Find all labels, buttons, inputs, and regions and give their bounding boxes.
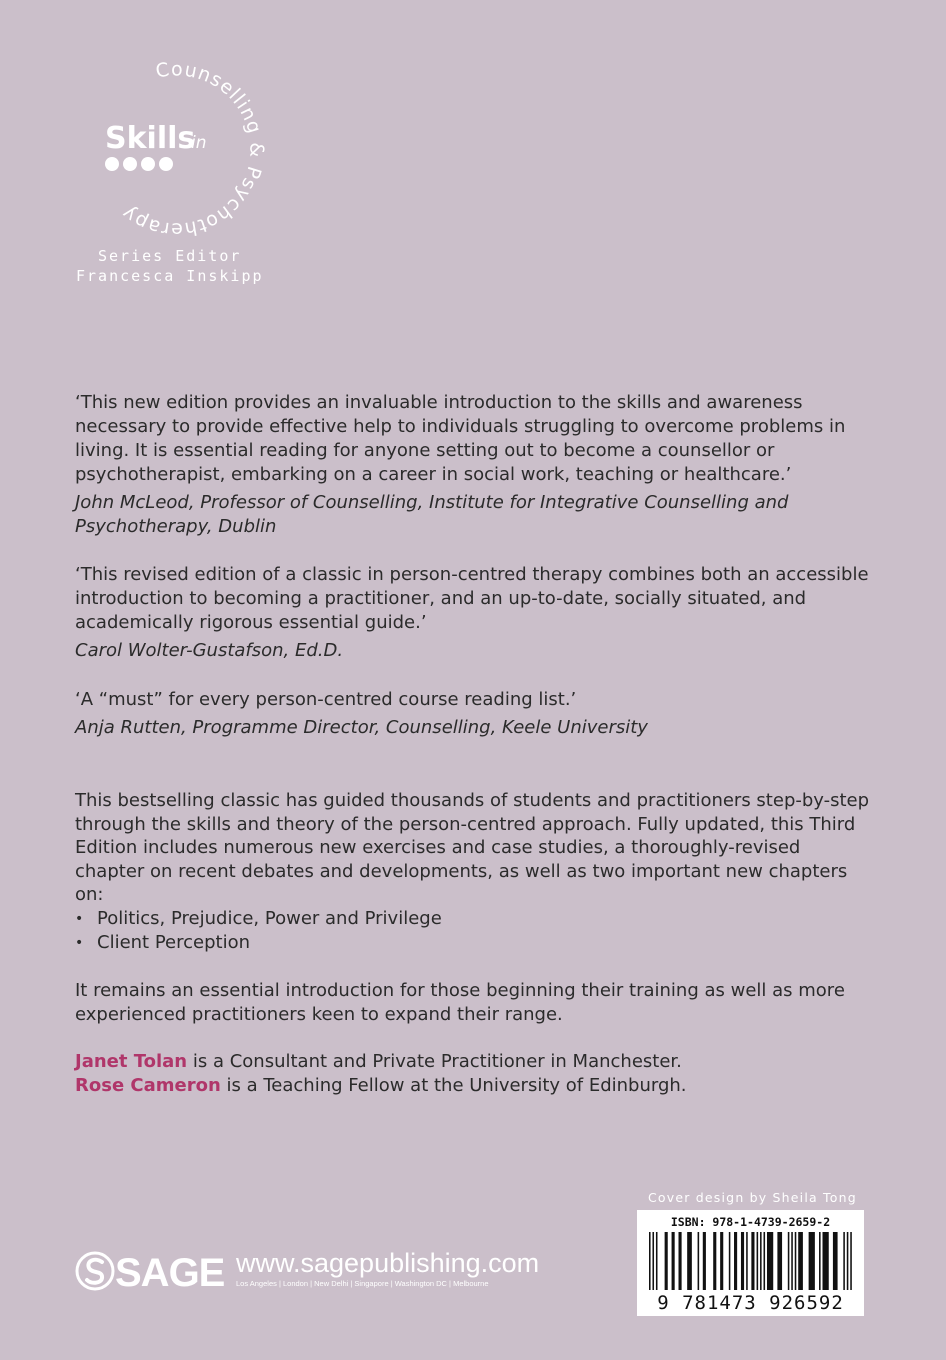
barcode-bar [819, 1232, 821, 1290]
barcode-bar [757, 1232, 759, 1290]
barcode-bar [751, 1232, 754, 1290]
barcode-bar [850, 1232, 852, 1290]
barcode-bar [767, 1232, 773, 1290]
series-editor [76, 246, 276, 286]
logo-dot [123, 157, 137, 171]
logo-dot [159, 157, 173, 171]
list-item: • Politics, Prejudice, Power and Privilege [75, 907, 675, 931]
series-logo [80, 50, 280, 250]
author-name: Rose Cameron [75, 1074, 221, 1096]
barcode-bar [698, 1232, 700, 1290]
author-bio [75, 1074, 875, 1098]
barcode-bar [687, 1232, 692, 1290]
barcode-bars [649, 1232, 852, 1290]
barcode-bar [652, 1232, 654, 1290]
quote-attribution: Carol Wolter-Gustafson, Ed.D. [75, 640, 344, 661]
isbn-digits: 9 781473 926592 [657, 1292, 844, 1314]
barcode-bar [777, 1232, 782, 1290]
logo-dot [141, 157, 155, 171]
in-word: in [191, 133, 207, 153]
series-editor-label: Series Editor [98, 247, 242, 265]
barcode-bar [823, 1232, 829, 1290]
barcode-bar [833, 1232, 838, 1290]
isbn-barcode [637, 1210, 864, 1316]
sage-wordmark: SAGE [115, 1251, 225, 1292]
barcode-bar [703, 1232, 706, 1290]
barcode-bar [713, 1232, 716, 1290]
barcode-bar [656, 1232, 658, 1290]
quote-text: ‘This new edition provides an invaluable introduction to the skills and awareness necessary to provide effective help to individuals struggling to overcome problems in living. It is essential reading for anyone setting out to become a counsellor or psychotherapist, embarking on a career in social work, teaching or healthcare.’ [75, 392, 846, 485]
series-editor-name: Francesca Inskipp [76, 267, 264, 285]
barcode-bar [843, 1232, 845, 1290]
quote-1 [75, 391, 875, 539]
logo-dot [105, 157, 119, 171]
barcode-bar [760, 1232, 762, 1290]
barcode-bar [729, 1232, 731, 1290]
quote-text: ‘A “must” for every person-centred course reading list.’ [75, 689, 577, 710]
description-closing [75, 979, 875, 1026]
sage-logo [75, 1250, 230, 1292]
publisher-url[interactable]: www.sagepublishing.com [236, 1248, 540, 1278]
author-name: Janet Tolan [75, 1051, 188, 1072]
description-intro [75, 789, 875, 907]
cover-credit: Cover design by Sheila Tong [648, 1190, 857, 1205]
barcode-bar [795, 1232, 797, 1290]
barcode-bar [665, 1232, 668, 1290]
barcode-bar [649, 1232, 651, 1290]
description-closing-text: It remains an essential introduction for those beginning their training as well as more experienced practitioners keen to expand their range. [75, 980, 845, 1025]
barcode-bar [672, 1232, 675, 1290]
author-bio-text: is a Consultant and Private Practitioner in Manchester. [187, 1051, 682, 1072]
barcode-bar [847, 1232, 849, 1290]
barcode-bar [746, 1232, 748, 1290]
publisher-cities: Los Angeles | London | New Delhi | Singapore | Washington DC | Melbourne [236, 1279, 489, 1288]
barcode-bar [764, 1232, 766, 1290]
author-bio [75, 1050, 875, 1074]
author-bio-text: is a Teaching Fellow at the University of Edinburgh. [220, 1074, 687, 1096]
barcode-bar [798, 1232, 803, 1290]
quote-text: ‘This revised edition of a classic in person-centred therapy combines both an accessible introduction to becoming a practitioner, and an up-to-date, socially situated, and academically rigorous essential guide.’ [75, 564, 869, 633]
description-intro-text: This bestselling classic has guided thousands of students and practitioners step-by-step through the skills and theory of the person-centred approach. Fully updated, this Third Edition includes numerous new exercises and case studies, a thoroughly-revised chapter on recent debates and developments, as well as two important new chapters on: [75, 790, 870, 905]
barcode-bar [788, 1232, 790, 1290]
barcode-bar [679, 1232, 682, 1290]
quote-attribution: John McLeod, Professor of Counselling, Institute for Integrative Counselling and Psychotherapy, Dublin [75, 492, 789, 537]
skills-word: Skills [105, 121, 196, 156]
barcode-bar [741, 1232, 744, 1290]
barcode-bar [720, 1232, 723, 1290]
barcode-bar [791, 1232, 793, 1290]
chapter-list [75, 907, 675, 955]
author-bios [75, 1050, 875, 1097]
isbn-label: ISBN: 978-1-4739-2659-2 [670, 1215, 831, 1229]
list-item: • Client Perception [75, 931, 675, 955]
quote-attribution: Anja Rutten, Programme Director, Counselling, Keele University [75, 717, 648, 738]
barcode-bar [734, 1232, 737, 1290]
quote-3 [75, 688, 875, 740]
series-arc-text: Counselling & Psychotherapy [117, 58, 268, 241]
quote-2 [75, 563, 875, 663]
barcode-bar [809, 1232, 815, 1290]
